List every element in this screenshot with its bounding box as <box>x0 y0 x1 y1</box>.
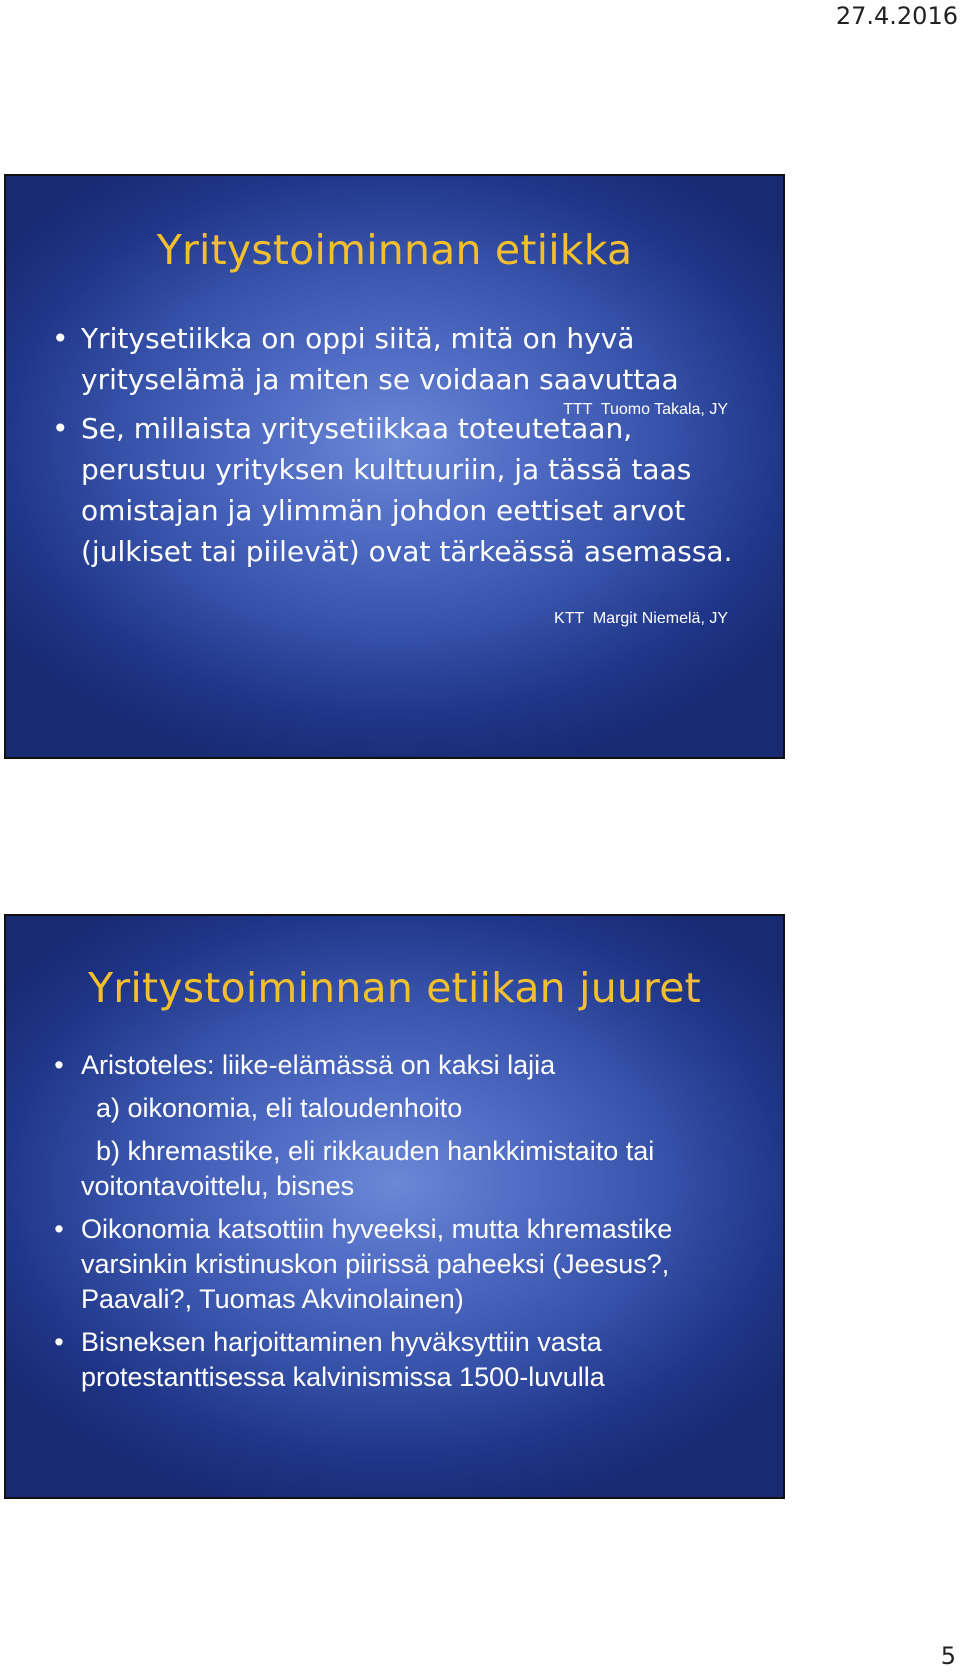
bullet-line: Se, millaista yritysetiikkaa toteutetaan, <box>81 412 633 445</box>
bullet-item <box>6 1325 783 1395</box>
bullet-list <box>6 1048 783 1395</box>
sub-item-line: b) khremastike, eli rikkauden hankkimistaito tai <box>96 1136 655 1166</box>
slide-title: Yritystoiminnan etiikka <box>156 226 633 274</box>
bullet-list <box>6 318 783 572</box>
bullet-line: Aristoteles: liike-elämässä on kaksi lajia <box>81 1050 556 1080</box>
bullet-item <box>6 408 783 572</box>
bullet-dot-icon: • <box>54 1214 64 1244</box>
bullet-line: perustuu yrityksen kulttuuriin, ja tässä taas <box>81 453 692 486</box>
bullet-line: Bisneksen harjoittaminen hyväksyttiin vasta <box>81 1327 602 1357</box>
bullet-line: voitontavoittelu, bisnes <box>81 1171 355 1201</box>
bullet-line: varsinkin kristinuskon piirissä paheeksi (Jeesus?, <box>81 1249 670 1279</box>
bullet-line: omistajan ja ylimmän johdon eettiset arvot <box>81 494 686 527</box>
bullet-item <box>6 1048 783 1204</box>
page-number: 5 <box>940 1642 956 1670</box>
bullet-line: protestanttisessa kalvinismissa 1500-luvulla <box>81 1362 605 1392</box>
bullet-line: Paavali?, Tuomas Akvinolainen) <box>81 1284 464 1314</box>
slide-2 <box>4 914 785 1499</box>
bullet-line: Oikonomia katsottiin hyveeksi, mutta khremastike <box>81 1214 673 1244</box>
slide-title: Yritystoiminnan etiikan juuret <box>88 964 701 1012</box>
bullet-dot-icon: • <box>52 412 69 445</box>
attribution: KTT Margit Niemelä, JY <box>554 610 728 627</box>
bullet-line: (julkiset tai piilevät) ovat tärkeässä asemassa. <box>81 535 733 568</box>
sub-item-line: a) oikonomia, eli taloudenhoito <box>96 1093 463 1123</box>
bullet-line: yrityselämä ja miten se voidaan saavuttaa <box>81 363 679 396</box>
bullet-dot-icon: • <box>54 1050 64 1080</box>
bullet-dot-icon: • <box>54 1327 64 1357</box>
slide-1 <box>4 174 785 759</box>
attribution: TTT Tuomo Takala, JY <box>563 401 728 418</box>
bullet-line: Yritysetiikka on oppi siitä, mitä on hyvä <box>81 322 635 355</box>
header-date: 27.4.2016 <box>835 2 958 30</box>
bullet-item <box>6 318 783 404</box>
bullet-item <box>6 1212 783 1317</box>
bullet-dot-icon: • <box>52 322 69 355</box>
